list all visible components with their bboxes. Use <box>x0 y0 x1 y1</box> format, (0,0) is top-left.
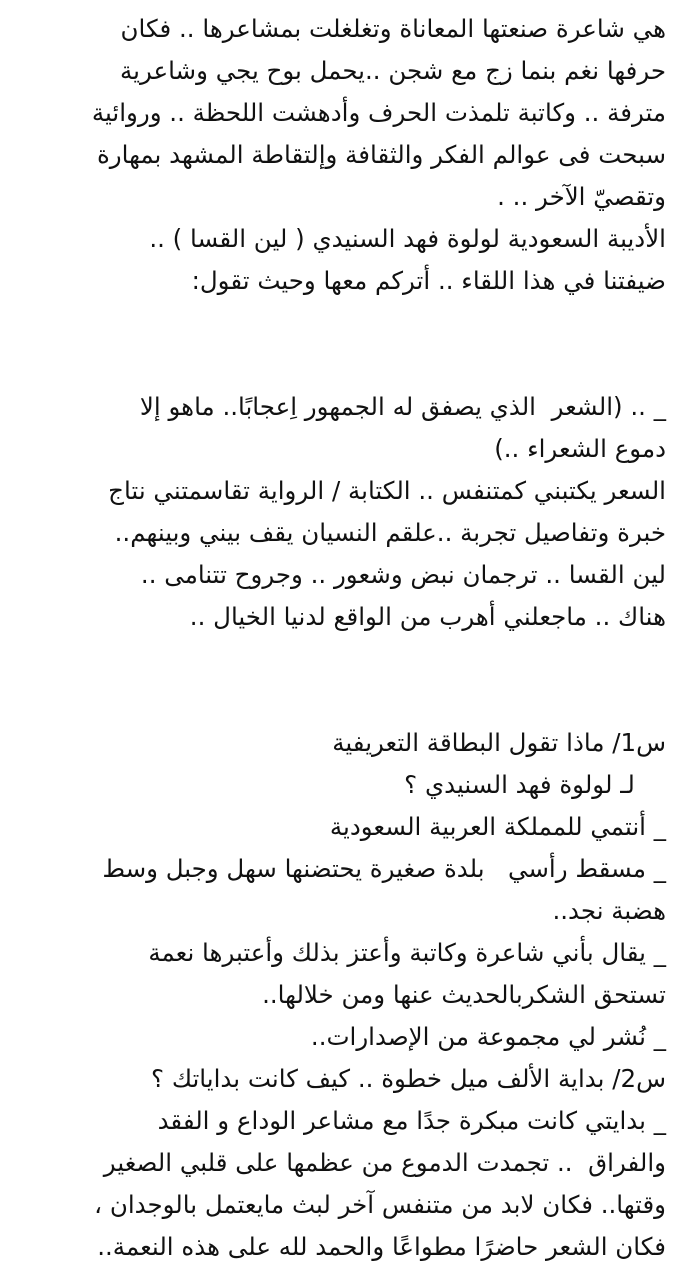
text-line: وتقصيّ الآخر .. . <box>497 182 666 211</box>
question-line: لـ لولوة فهد السنيدي ؟ <box>404 770 666 799</box>
text-line: ضيفتنا في هذا اللقاء .. أتركم معها وحيث تقول: <box>191 266 666 295</box>
text-line: هي شاعرة صنعتها المعاناة وتغلغلت بمشاعرها .. فكان <box>120 14 666 43</box>
text-line: السعر يكتبني كمتنفس .. الكتابة / الرواية تقاسمتني نتاج <box>108 476 666 505</box>
answer-line: فكان الشعر حاضرًا مطواعًا والحمد لله على هذه النعمة.. <box>97 1232 666 1261</box>
question-line: س1/ ماذا تقول البطاقة التعريفية <box>332 728 666 757</box>
answer-line: _ بدايتي كانت مبكرة جدًا مع مشاعر الوداع و الفقد <box>157 1106 666 1135</box>
answer-line: والفراق .. تجمدت الدموع من عظمها على قلبي الصغير <box>103 1148 666 1177</box>
text-line: _ .. (الشعر الذي يصفق له الجمهور اِعجابًا.. ماهو إلا <box>139 392 666 421</box>
article-body <box>48 8 666 1268</box>
answer-line: _ مسقط رأسي بلدة صغيرة يحتضنها سهل وجبل وسط <box>102 854 666 883</box>
intro-paragraph <box>48 8 666 302</box>
text-line: لين القسا .. ترجمان نبض وشعور .. وجروح تتنامى .. <box>140 560 666 589</box>
text-line: مترفة .. وكاتبة تلمذت الحرف وأدهشت اللحظة .. وروائية <box>91 98 666 127</box>
answer-line: وقتها.. فكان لابد من متنفس آخر لبث مايعتمل بالوجدان ، <box>94 1190 666 1219</box>
blank-line <box>48 680 666 722</box>
blank-line <box>48 344 666 386</box>
text-line: خبرة وتفاصيل تجربة ..علقم النسيان يقف بيني وبينهم.. <box>114 518 666 547</box>
answer-line: _ يقال بأني شاعرة وكاتبة وأعتز بذلك وأعتبرها نعمة <box>148 938 666 967</box>
text-line: حرفها نغم بنما زج مع شجن ..يحمل بوح يجي وشاعرية <box>120 56 666 85</box>
answer-line: _ نُشر لي مجموعة من الإصدارات.. <box>310 1022 666 1051</box>
answer-line: _ أنتمي للمملكة العربية السعودية <box>329 812 666 841</box>
text-line: دموع الشعراء ..) <box>494 434 666 463</box>
interview-paragraph <box>48 722 666 1268</box>
question-line: س2/ بداية الألف ميل خطوة .. كيف كانت بداياتك ؟ <box>151 1064 666 1093</box>
text-line: الأديبة السعودية لولوة فهد السنيدي ( لين القسا ) .. <box>149 224 666 253</box>
quote-paragraph <box>48 386 666 638</box>
answer-line: هضبة نجد.. <box>552 896 666 925</box>
blank-line <box>48 638 666 680</box>
text-line: هناك .. ماجعلني أهرب من الواقع لدنيا الخيال .. <box>189 602 666 631</box>
answer-line: تستحق الشكربالحديث عنها ومن خلالها.. <box>262 980 666 1009</box>
blank-line <box>48 302 666 344</box>
text-line: سبحت فى عوالم الفكر والثقافة وإلتقاطة المشهد بمهارة <box>96 140 666 169</box>
